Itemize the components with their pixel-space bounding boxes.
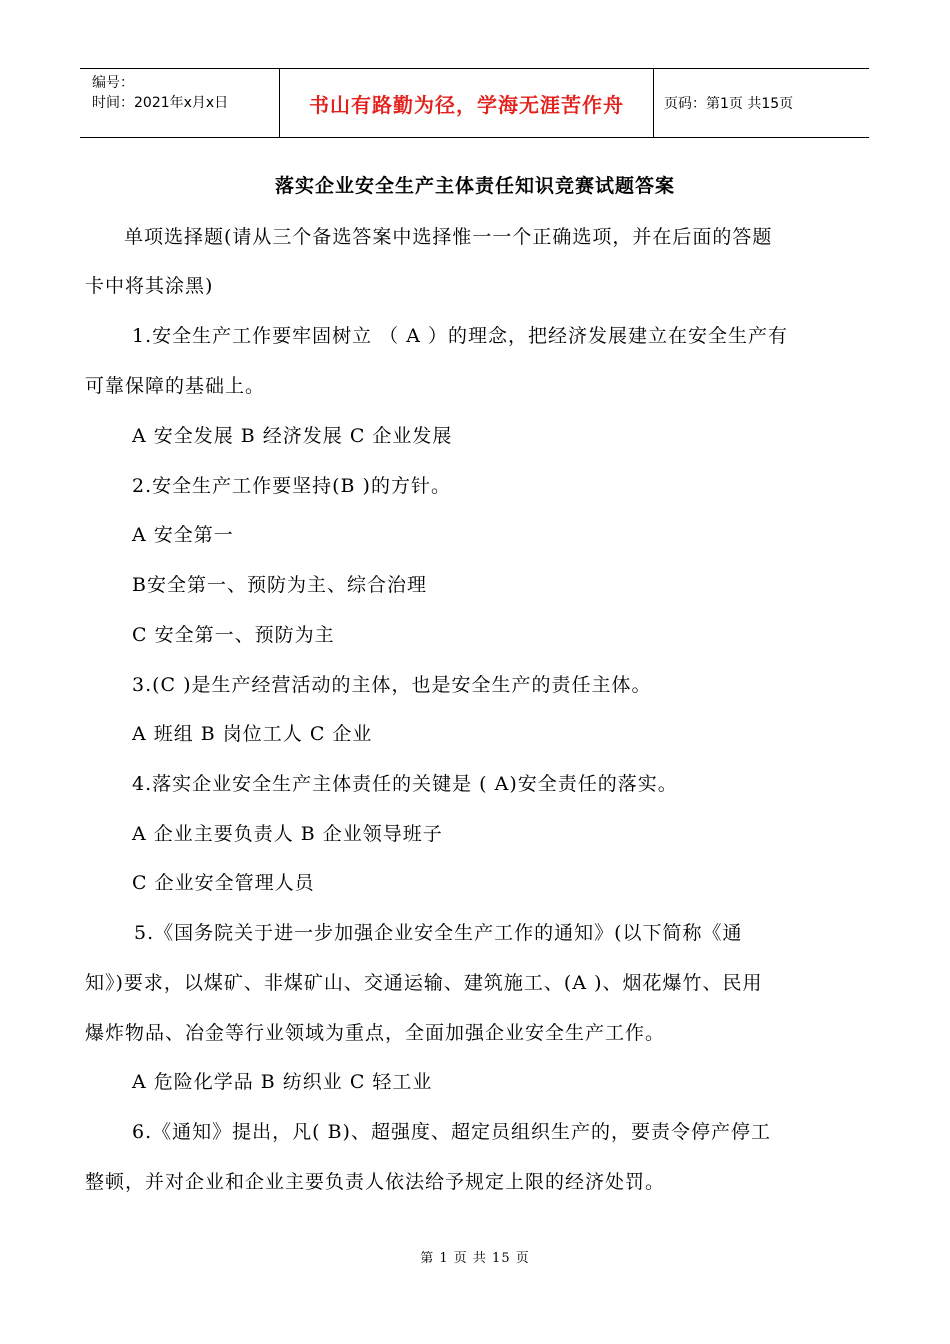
time-label: 时间：2021年x月x日 (92, 95, 229, 111)
option-line: A 危险化学品 B 纺织业 C 轻工业 (132, 1071, 433, 1093)
option-line: C 企业安全管理人员 (132, 872, 315, 894)
question-line: 爆炸物品、冶金等行业领域为重点，全面加强企业安全生产工作。 (85, 1022, 666, 1044)
option-line: A 安全发展 B 经济发展 C 企业发展 (132, 425, 453, 447)
document-title: 落实企业安全生产主体责任知识竞赛试题答案 (274, 175, 675, 197)
question-line: 1.安全生产工作要牢固树立 （ A ）的理念，把经济发展建立在安全生产有 (132, 325, 788, 347)
option-line: A 企业主要负责人 B 企业领导班子 (132, 823, 443, 845)
instruction-line: 单项选择题(请从三个备选答案中选择惟一一个正确选项，并在后面的答题 (124, 226, 773, 248)
question-line: 5.《国务院关于进一步加强企业安全生产工作的通知》(以下简称《通 (134, 922, 743, 944)
header-meta (80, 69, 280, 137)
question-line: 2.安全生产工作要坚持(B )的方针。 (132, 475, 451, 497)
number-label: 编号： (92, 75, 134, 91)
header-motto: 书山有路勤为径，学海无涯苦作舟 (280, 69, 654, 137)
question-line: 可靠保障的基础上。 (85, 375, 266, 397)
page-footer: 第 1 页 共 15 页 (420, 1251, 530, 1266)
question-line: 知》)要求，以煤矿、非煤矿山、交通运输、建筑施工、(A )、烟花爆竹、民用 (85, 972, 763, 994)
question-line: 4.落实企业安全生产主体责任的关键是 ( A)安全责任的落实。 (132, 773, 678, 795)
option-line: C 安全第一、预防为主 (132, 624, 335, 646)
document-header (80, 68, 869, 138)
question-line: 整顿，并对企业和企业主要负责人依法给予规定上限的经济处罚。 (85, 1171, 666, 1193)
option-line: B安全第一、预防为主、综合治理 (132, 574, 427, 596)
option-line: A 安全第一 (132, 524, 234, 546)
question-line: 3.(C )是生产经营活动的主体，也是安全生产的责任主体。 (132, 674, 652, 696)
question-line: 6.《通知》提出，凡( B)、超强度、超定员组织生产的，要责令停产停工 (132, 1121, 771, 1143)
header-page-info: 页码：第1页 共15页 (664, 96, 794, 112)
instruction-line: 卡中将其涂黑) (85, 275, 214, 297)
option-line: A 班组 B 岗位工人 C 企业 (132, 723, 373, 745)
